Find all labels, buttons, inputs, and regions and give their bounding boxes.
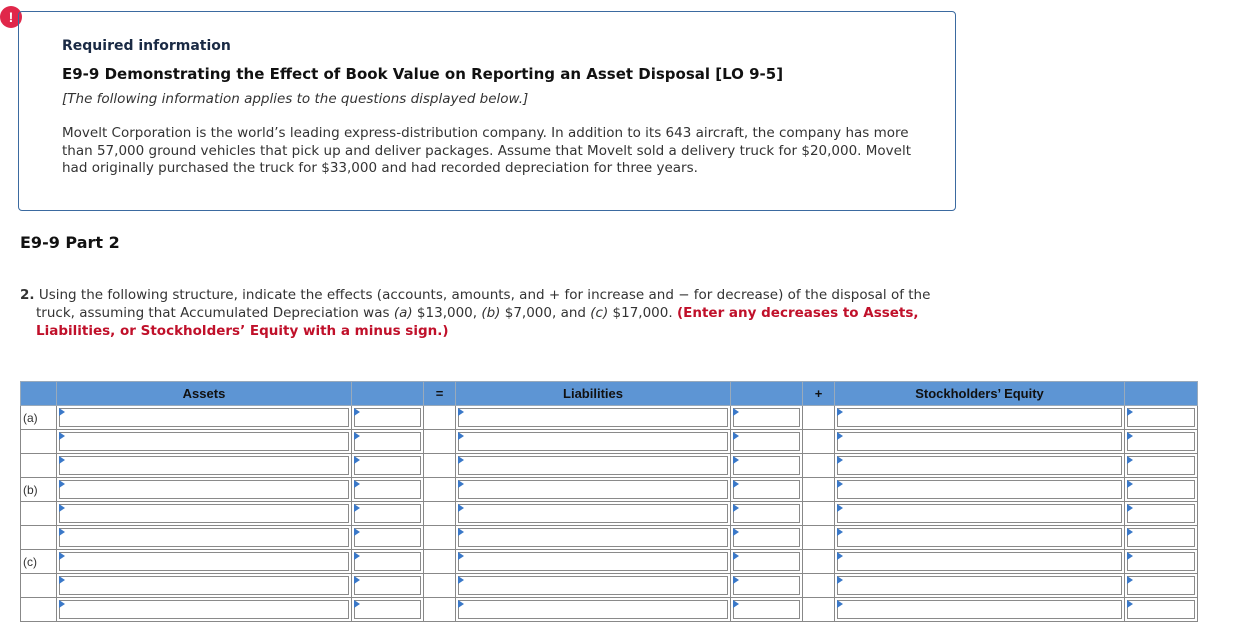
assets-amount-input[interactable] xyxy=(354,600,421,619)
assets-account-input-cell xyxy=(57,406,352,430)
liabilities-account-input-cell xyxy=(456,454,731,478)
equity-header: Stockholders’ Equity xyxy=(835,382,1125,406)
table-row xyxy=(21,478,1198,502)
assets-account-input[interactable] xyxy=(59,504,349,523)
assets-amount-input-cell xyxy=(352,598,424,622)
equity-account-input[interactable] xyxy=(837,576,1122,595)
table-row xyxy=(21,526,1198,550)
table-row xyxy=(21,406,1198,430)
equals-header: = xyxy=(424,382,456,406)
dropdown-marker-icon xyxy=(458,480,464,488)
assets-amount-header xyxy=(352,382,424,406)
assets-header: Assets xyxy=(57,382,352,406)
alert-icon: ! xyxy=(0,6,22,28)
equity-account-input-cell xyxy=(835,598,1125,622)
question-number: 2. xyxy=(20,287,35,303)
dropdown-marker-icon xyxy=(1127,504,1133,512)
equity-account-input-cell xyxy=(835,430,1125,454)
row-label: (b) xyxy=(21,478,57,502)
dropdown-marker-icon xyxy=(59,456,65,464)
dropdown-marker-icon xyxy=(458,408,464,416)
row-label xyxy=(21,430,57,454)
liabilities-amount-input-cell xyxy=(731,598,803,622)
equity-account-input[interactable] xyxy=(837,480,1122,499)
equity-amount-input-cell xyxy=(1125,406,1198,430)
equals-separator xyxy=(424,574,456,598)
dropdown-marker-icon xyxy=(837,432,843,440)
assets-account-input-cell xyxy=(57,478,352,502)
dropdown-marker-icon xyxy=(458,576,464,584)
dropdown-marker-icon xyxy=(837,504,843,512)
plus-separator xyxy=(803,454,835,478)
equals-separator xyxy=(424,454,456,478)
liabilities-account-input-cell xyxy=(456,406,731,430)
equity-account-input[interactable] xyxy=(837,504,1122,523)
dropdown-marker-icon xyxy=(458,432,464,440)
dropdown-marker-icon xyxy=(354,504,360,512)
dropdown-marker-icon xyxy=(837,480,843,488)
equity-amount-input-cell xyxy=(1125,478,1198,502)
assets-amount-input[interactable] xyxy=(354,456,421,475)
assets-amount-input-cell xyxy=(352,478,424,502)
dropdown-marker-icon xyxy=(1127,576,1133,584)
liabilities-amount-input[interactable] xyxy=(733,600,800,619)
plus-separator xyxy=(803,478,835,502)
dropdown-marker-icon xyxy=(1127,600,1133,608)
assets-amount-input[interactable] xyxy=(354,504,421,523)
assets-amount-input-cell xyxy=(352,430,424,454)
liabilities-amount-input-cell xyxy=(731,526,803,550)
dropdown-marker-icon xyxy=(458,528,464,536)
liabilities-amount-input-cell xyxy=(731,406,803,430)
equity-amount-input[interactable] xyxy=(1127,432,1195,451)
liabilities-header: Liabilities xyxy=(456,382,731,406)
liabilities-amount-header xyxy=(731,382,803,406)
case-a-value: $13,000, xyxy=(416,305,478,321)
assets-account-input-cell xyxy=(57,502,352,526)
table-row xyxy=(21,598,1198,622)
plus-separator xyxy=(803,502,835,526)
equity-account-input[interactable] xyxy=(837,552,1122,571)
dropdown-marker-icon xyxy=(1127,528,1133,536)
liabilities-account-input-cell xyxy=(456,526,731,550)
table-row xyxy=(21,430,1198,454)
plus-separator xyxy=(803,526,835,550)
assets-account-input-cell xyxy=(57,526,352,550)
table-row xyxy=(21,550,1198,574)
part-heading: E9-9 Part 2 xyxy=(20,233,120,252)
row-label xyxy=(21,502,57,526)
equals-separator xyxy=(424,502,456,526)
dropdown-marker-icon xyxy=(1127,552,1133,560)
row-label: (c) xyxy=(21,550,57,574)
liabilities-amount-input[interactable] xyxy=(733,504,800,523)
equity-amount-input[interactable] xyxy=(1127,528,1195,547)
equals-separator xyxy=(424,526,456,550)
assets-account-input[interactable] xyxy=(59,528,349,547)
assets-account-input[interactable] xyxy=(59,552,349,571)
dropdown-marker-icon xyxy=(59,552,65,560)
assets-account-input[interactable] xyxy=(59,456,349,475)
dropdown-marker-icon xyxy=(458,456,464,464)
dropdown-marker-icon xyxy=(733,552,739,560)
row-label xyxy=(21,598,57,622)
equity-amount-header xyxy=(1125,382,1198,406)
liabilities-account-input[interactable] xyxy=(458,480,728,499)
dropdown-marker-icon xyxy=(837,408,843,416)
assets-amount-input[interactable] xyxy=(354,408,421,427)
dropdown-marker-icon xyxy=(837,576,843,584)
case-b-label: (b) xyxy=(481,305,501,321)
equity-amount-input-cell xyxy=(1125,430,1198,454)
case-c-value: $17,000. xyxy=(612,305,673,321)
equity-amount-input[interactable] xyxy=(1127,408,1195,427)
dropdown-marker-icon xyxy=(59,528,65,536)
info-note: [The following information applies to the questions displayed below.] xyxy=(62,91,529,107)
plus-separator xyxy=(803,550,835,574)
equity-amount-input-cell xyxy=(1125,598,1198,622)
equity-account-input[interactable] xyxy=(837,432,1122,451)
dropdown-marker-icon xyxy=(733,504,739,512)
assets-amount-input-cell xyxy=(352,406,424,430)
equity-amount-input[interactable] xyxy=(1127,480,1195,499)
dropdown-marker-icon xyxy=(733,456,739,464)
liabilities-amount-input[interactable] xyxy=(733,528,800,547)
dropdown-marker-icon xyxy=(733,528,739,536)
assets-amount-input[interactable] xyxy=(354,480,421,499)
plus-separator xyxy=(803,574,835,598)
dropdown-marker-icon xyxy=(1127,480,1133,488)
assets-amount-input[interactable] xyxy=(354,576,421,595)
table-header-row xyxy=(21,382,1198,406)
case-b-value: $7,000, and xyxy=(504,305,586,321)
required-information-panel xyxy=(18,11,956,211)
dropdown-marker-icon xyxy=(59,408,65,416)
assets-amount-input-cell xyxy=(352,550,424,574)
equity-account-input-cell xyxy=(835,550,1125,574)
equals-separator xyxy=(424,478,456,502)
liabilities-account-input[interactable] xyxy=(458,600,728,619)
equity-amount-input[interactable] xyxy=(1127,600,1195,619)
assets-account-input[interactable] xyxy=(59,408,349,427)
dropdown-marker-icon xyxy=(458,504,464,512)
liabilities-amount-input[interactable] xyxy=(733,552,800,571)
liabilities-amount-input[interactable] xyxy=(733,432,800,451)
dropdown-marker-icon xyxy=(354,552,360,560)
dropdown-marker-icon xyxy=(733,600,739,608)
case-a-label: (a) xyxy=(393,305,413,321)
equity-amount-input[interactable] xyxy=(1127,552,1195,571)
assets-amount-input-cell xyxy=(352,526,424,550)
equity-amount-input-cell xyxy=(1125,502,1198,526)
dropdown-marker-icon xyxy=(59,600,65,608)
row-label xyxy=(21,454,57,478)
dropdown-marker-icon xyxy=(59,504,65,512)
equity-amount-input[interactable] xyxy=(1127,456,1195,475)
equity-account-input-cell xyxy=(835,454,1125,478)
assets-account-input[interactable] xyxy=(59,432,349,451)
equity-account-input[interactable] xyxy=(837,456,1122,475)
liabilities-amount-input-cell xyxy=(731,502,803,526)
equity-amount-input[interactable] xyxy=(1127,504,1195,523)
liabilities-account-input[interactable] xyxy=(458,504,728,523)
liabilities-account-input[interactable] xyxy=(458,552,728,571)
equals-separator xyxy=(424,430,456,454)
accounting-equation-table xyxy=(20,381,1198,622)
table-row xyxy=(21,574,1198,598)
question-line-2: truck, assuming that Accumulated Depreciation was xyxy=(36,305,390,321)
assets-account-input-cell xyxy=(57,598,352,622)
row-label: (a) xyxy=(21,406,57,430)
liabilities-amount-input-cell xyxy=(731,478,803,502)
liabilities-account-input-cell xyxy=(456,598,731,622)
equity-amount-input-cell xyxy=(1125,550,1198,574)
dropdown-marker-icon xyxy=(354,528,360,536)
equals-separator xyxy=(424,406,456,430)
instruction-text: (Enter any decreases to Assets, Liabilities, or Stockholders’ Equity with a minus sign.) xyxy=(36,305,919,339)
liabilities-amount-input-cell xyxy=(731,574,803,598)
liabilities-account-input[interactable] xyxy=(458,576,728,595)
dropdown-marker-icon xyxy=(354,408,360,416)
plus-separator xyxy=(803,406,835,430)
liabilities-account-input-cell xyxy=(456,430,731,454)
plus-header: + xyxy=(803,382,835,406)
dropdown-marker-icon xyxy=(733,432,739,440)
assets-account-input[interactable] xyxy=(59,576,349,595)
assets-account-input-cell xyxy=(57,454,352,478)
liabilities-account-input[interactable] xyxy=(458,408,728,427)
row-label-header xyxy=(21,382,57,406)
assets-amount-input-cell xyxy=(352,574,424,598)
liabilities-account-input-cell xyxy=(456,502,731,526)
assets-account-input-cell xyxy=(57,550,352,574)
liabilities-account-input[interactable] xyxy=(458,528,728,547)
dropdown-marker-icon xyxy=(1127,432,1133,440)
dropdown-marker-icon xyxy=(733,576,739,584)
info-body: Movelt Corporation is the world’s leading express-distribution company. In addition to its 643 aircraft, the company has more than 57,000 ground vehicles that pick up and deliver packages. Assume that Movelt sold a delivery truck for $20,000. Movelt had originally purchased the truck for $33,000 and had recorded depreciation for three years. xyxy=(62,125,912,176)
plus-separator xyxy=(803,598,835,622)
assets-account-input-cell xyxy=(57,574,352,598)
liabilities-amount-input[interactable] xyxy=(733,456,800,475)
equity-account-input-cell xyxy=(835,526,1125,550)
assets-account-input[interactable] xyxy=(59,480,349,499)
liabilities-amount-input[interactable] xyxy=(733,408,800,427)
liabilities-amount-input-cell xyxy=(731,454,803,478)
equity-account-input[interactable] xyxy=(837,528,1122,547)
equity-account-input[interactable] xyxy=(837,408,1122,427)
equals-separator xyxy=(424,598,456,622)
dropdown-marker-icon xyxy=(733,408,739,416)
liabilities-amount-input-cell xyxy=(731,550,803,574)
exercise-title: E9-9 Demonstrating the Effect of Book Value on Reporting an Asset Disposal [LO 9-5] xyxy=(62,65,784,83)
dropdown-marker-icon xyxy=(837,552,843,560)
dropdown-marker-icon xyxy=(1127,408,1133,416)
liabilities-amount-input[interactable] xyxy=(733,576,800,595)
dropdown-marker-icon xyxy=(354,576,360,584)
equity-account-input[interactable] xyxy=(837,600,1122,619)
table-row xyxy=(21,454,1198,478)
liabilities-amount-input-cell xyxy=(731,430,803,454)
case-c-label: (c) xyxy=(590,305,609,321)
dropdown-marker-icon xyxy=(458,552,464,560)
row-label xyxy=(21,574,57,598)
dropdown-marker-icon xyxy=(59,432,65,440)
equity-amount-input-cell xyxy=(1125,574,1198,598)
question-text xyxy=(20,286,960,340)
equals-separator xyxy=(424,550,456,574)
assets-amount-input-cell xyxy=(352,454,424,478)
assets-account-input[interactable] xyxy=(59,600,349,619)
dropdown-marker-icon xyxy=(458,600,464,608)
table-row xyxy=(21,502,1198,526)
row-label xyxy=(21,526,57,550)
liabilities-account-input-cell xyxy=(456,478,731,502)
dropdown-marker-icon xyxy=(354,432,360,440)
dropdown-marker-icon xyxy=(59,576,65,584)
dropdown-marker-icon xyxy=(1127,456,1133,464)
equity-account-input-cell xyxy=(835,502,1125,526)
liabilities-account-input[interactable] xyxy=(458,456,728,475)
liabilities-account-input[interactable] xyxy=(458,432,728,451)
dropdown-marker-icon xyxy=(354,456,360,464)
dropdown-marker-icon xyxy=(733,480,739,488)
question-line-1: Using the following structure, indicate the effects (accounts, amounts, and + for increase and − for decrease) of the disposal of the xyxy=(38,287,931,303)
assets-account-input-cell xyxy=(57,430,352,454)
liabilities-account-input-cell xyxy=(456,550,731,574)
dropdown-marker-icon xyxy=(354,480,360,488)
liabilities-account-input-cell xyxy=(456,574,731,598)
plus-separator xyxy=(803,430,835,454)
assets-amount-input-cell xyxy=(352,502,424,526)
dropdown-marker-icon xyxy=(354,600,360,608)
dropdown-marker-icon xyxy=(837,528,843,536)
assets-amount-input[interactable] xyxy=(354,528,421,547)
assets-amount-input[interactable] xyxy=(354,552,421,571)
equity-account-input-cell xyxy=(835,478,1125,502)
dropdown-marker-icon xyxy=(837,600,843,608)
equity-amount-input-cell xyxy=(1125,454,1198,478)
equity-amount-input-cell xyxy=(1125,526,1198,550)
equity-account-input-cell xyxy=(835,406,1125,430)
equity-amount-input[interactable] xyxy=(1127,576,1195,595)
required-information-heading: Required information xyxy=(62,38,231,54)
dropdown-marker-icon xyxy=(837,456,843,464)
dropdown-marker-icon xyxy=(59,480,65,488)
liabilities-amount-input[interactable] xyxy=(733,480,800,499)
equity-account-input-cell xyxy=(835,574,1125,598)
assets-amount-input[interactable] xyxy=(354,432,421,451)
